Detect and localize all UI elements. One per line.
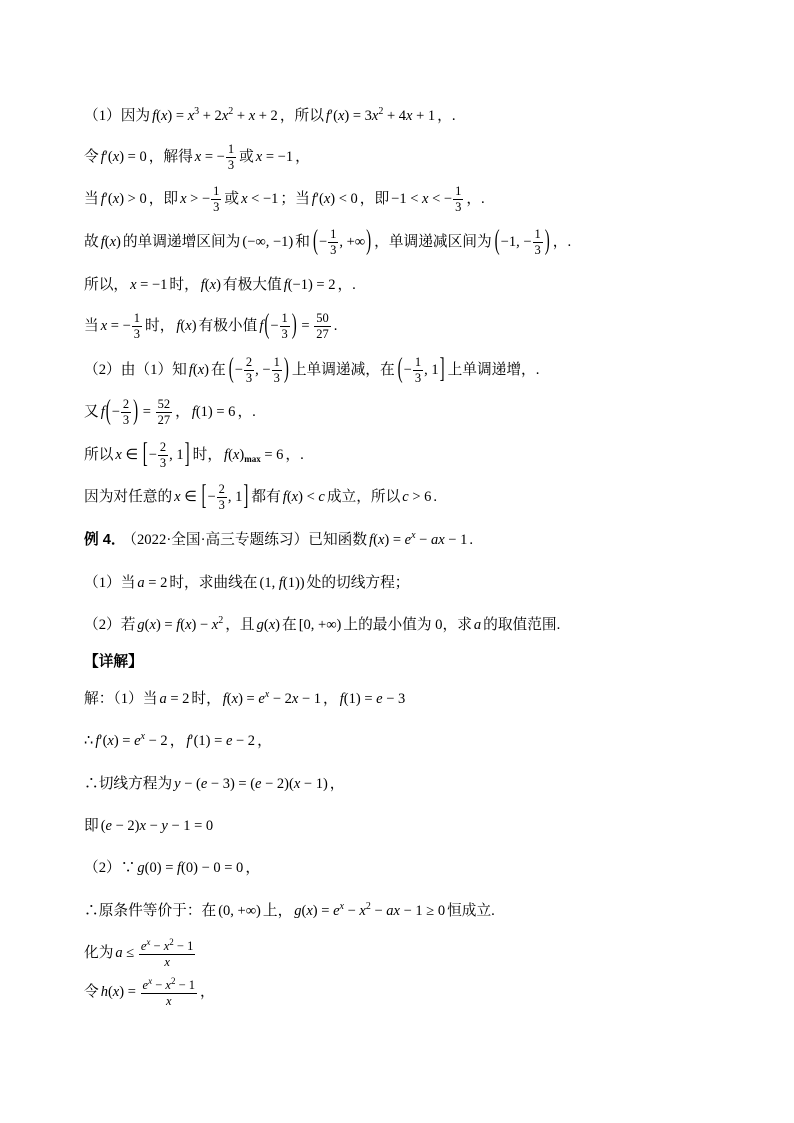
fraction-numerator: [217, 483, 227, 498]
subscript: max: [244, 454, 261, 464]
text-run: ，: [245, 860, 261, 876]
fraction: [272, 356, 282, 385]
math-expression: 1: [414, 355, 422, 370]
math-expression: 3: [213, 200, 220, 215]
text-run: ，且: [225, 617, 255, 633]
math-expression: + 2x: [199, 108, 229, 124]
superscript: 3: [194, 106, 200, 117]
bracket-group: [312, 226, 372, 258]
math-expression: 2: [122, 397, 130, 412]
text-run: ∴原条件等价于：在: [84, 903, 217, 919]
math-expression: f(x): [100, 234, 121, 250]
right-bracket: ]: [184, 439, 190, 470]
math-expression: (e − 2)x − y − 1 = 0: [100, 818, 214, 834]
text-run: ，.: [552, 234, 572, 250]
math-expression: 3: [330, 243, 337, 258]
text-run: （2022·全国·高三专题练习）已知函数: [129, 532, 368, 548]
text-run: 化为: [84, 945, 114, 961]
left-bracket: (: [264, 310, 270, 341]
text-run: ，: [257, 733, 272, 749]
bold-label: 例 4．: [84, 532, 126, 548]
math-expression: f(x) = x: [152, 108, 195, 124]
math-expression: , +∞: [339, 234, 366, 250]
superscript: 2: [228, 106, 234, 117]
math-expression: f′(x) < 0: [311, 191, 358, 207]
math-expression: f(1) = 6: [191, 404, 236, 420]
math-expression: x > −: [180, 191, 211, 207]
bracket-group: [105, 396, 139, 428]
bracket-content: [148, 440, 184, 471]
fraction-numerator: [280, 312, 290, 327]
bracket-content: [111, 397, 132, 428]
math-expression: 3: [534, 243, 541, 258]
bracket-group: [494, 226, 551, 258]
math-expression: (−∞, −1): [242, 234, 294, 250]
text-run: ，: [200, 984, 215, 1000]
math-expression: f(x) = e: [222, 691, 265, 707]
superscript: x: [264, 689, 270, 700]
text-run: 处的切线方程；: [306, 575, 410, 591]
prev-solution-line-5: [84, 264, 358, 306]
math-expression: − x: [343, 903, 366, 919]
solution-line-1: [84, 678, 405, 720]
math-expression: =: [139, 404, 155, 420]
math-expression: f(−1) = 2: [283, 277, 336, 293]
text-run: ∴切线方程为: [84, 776, 173, 792]
math-expression: f(x): [188, 362, 209, 378]
fraction-numerator: [226, 143, 236, 158]
text-run: ，所以: [279, 108, 324, 124]
bracket-content: [207, 482, 243, 513]
text-run: ，: [323, 691, 338, 707]
fraction-numerator: [314, 312, 331, 327]
prev-solution-line-2: [84, 136, 312, 178]
fraction-denominator: [156, 413, 173, 427]
superscript: x: [140, 731, 145, 742]
math-expression: 52: [157, 397, 171, 412]
math-expression: −: [270, 318, 279, 334]
math-expression: 3: [159, 456, 167, 471]
text-run: 或: [239, 149, 254, 165]
superscript: x: [411, 530, 416, 541]
fraction: [533, 228, 543, 257]
fraction-numerator: [272, 356, 282, 371]
right-bracket: ): [544, 226, 550, 257]
math-expression: f: [259, 318, 264, 334]
fraction: [413, 356, 423, 385]
left-bracket: (: [105, 396, 111, 427]
math-expression: = 6: [260, 447, 284, 463]
bracket-content: [234, 355, 283, 386]
text-run: 有极大值: [222, 277, 282, 293]
text-run: 成立，所以: [326, 489, 401, 505]
math-expression: 50: [316, 311, 329, 326]
math-expression: −: [148, 447, 157, 463]
math-expression: 27: [157, 413, 171, 428]
math-expression: −: [318, 234, 328, 250]
fraction-denominator: [280, 327, 290, 341]
fraction-denominator: [217, 498, 227, 512]
math-expression: 1: [330, 227, 337, 242]
text-run: 有极小值: [198, 318, 258, 334]
math-expression: 3: [245, 371, 253, 386]
fraction-numerator: [132, 312, 142, 327]
text-run: （2）∵: [84, 860, 136, 876]
bracket-group: [397, 354, 446, 386]
fraction: [217, 483, 227, 512]
math-expression: g(x): [256, 617, 280, 633]
math-expression: g(x) = f(x) − x: [137, 617, 219, 633]
text-run: （2）若: [84, 617, 136, 633]
fraction: [453, 185, 463, 214]
fraction: [141, 977, 198, 1008]
math-expression: g(x) = e: [294, 903, 340, 919]
math-expression: f′(x) > 0: [100, 191, 147, 207]
fraction: [156, 398, 173, 427]
bold-label: 【详解】: [84, 654, 143, 670]
fraction: [226, 143, 236, 172]
right-bracket: ): [283, 354, 289, 385]
prev-solution-line-3: [84, 178, 487, 220]
bracket-group: [142, 439, 191, 471]
text-run: ，即: [359, 191, 390, 207]
math-expression: 2: [245, 355, 253, 370]
left-bracket: [: [142, 439, 148, 470]
text-run: 令: [84, 149, 99, 165]
math-expression: y − (e − 3) = (e − 2)(x − 1): [174, 776, 328, 792]
text-run: 因为对任意的: [84, 489, 173, 505]
fraction-denominator: [244, 371, 254, 385]
fraction: [139, 938, 196, 969]
left-bracket: (: [494, 226, 500, 257]
solution-line-3: [84, 763, 346, 805]
text-run: ，.: [466, 191, 485, 207]
solution-line-5: [84, 847, 262, 889]
text-run: 又: [84, 404, 99, 420]
math-expression: , 1: [227, 489, 243, 505]
math-expression: x = −: [194, 149, 225, 165]
math-expression: −1, −: [500, 234, 532, 250]
fraction-numerator: [158, 441, 168, 456]
math-expression: f(x) < c: [282, 489, 325, 505]
text-run: ，: [169, 733, 185, 749]
fraction: [121, 398, 131, 427]
fraction: [132, 312, 142, 341]
fraction-denominator: [132, 327, 142, 341]
text-run: 令: [84, 984, 99, 1000]
text-run: ，即: [148, 191, 179, 207]
math-expression: 3: [414, 371, 422, 386]
math-expression: − x: [150, 939, 170, 954]
math-expression: x < −1: [241, 191, 279, 207]
text-run: 所以: [84, 447, 114, 463]
fraction-denominator: [314, 327, 331, 341]
fraction-numerator: [328, 228, 338, 243]
fraction: [314, 312, 331, 341]
bracket-content: [500, 227, 544, 258]
solution-line-6: [84, 890, 497, 932]
math-expression: (0, +∞): [218, 903, 261, 919]
math-expression: f(1) = e − 3: [339, 691, 406, 707]
fraction: [328, 228, 338, 257]
math-expression: c > 6: [402, 489, 432, 505]
fraction-denominator: [211, 200, 221, 214]
math-expression: x: [164, 955, 170, 970]
fraction: [158, 441, 168, 470]
fraction-denominator: [533, 243, 543, 257]
math-expression: + 4x + 1: [383, 108, 436, 124]
superscript: 2: [378, 106, 384, 117]
superscript: x: [339, 901, 344, 912]
math-expression: x = −: [100, 318, 131, 334]
fraction-numerator: [244, 356, 254, 371]
superscript: 2: [365, 901, 371, 912]
prev-solution-line-4: [84, 221, 573, 263]
math-expression: 3: [122, 413, 130, 428]
prev-solution-line-10: [84, 476, 439, 518]
math-expression: − 1: [175, 978, 195, 993]
example-question-1: [84, 562, 411, 604]
prev-solution-line-8: [84, 391, 258, 433]
math-expression: 3: [455, 200, 462, 215]
text-run: 时，: [191, 691, 221, 707]
text-run: 在: [282, 617, 297, 633]
example-question-2: [84, 604, 562, 646]
solution-line-4: [84, 805, 213, 847]
fraction-denominator: [226, 158, 236, 172]
math-expression: 1: [227, 142, 235, 157]
math-expression: f′(x) = 3x: [325, 108, 379, 124]
math-expression: −1 < x < −: [391, 191, 453, 207]
text-run: ，: [329, 776, 345, 792]
math-expression: − 2: [145, 733, 168, 749]
math-expression: −: [234, 362, 243, 378]
math-expression: 1: [534, 227, 541, 242]
text-run: ；当: [280, 191, 310, 207]
fraction-numerator: [533, 228, 543, 243]
text-run: 上单调递减，在: [291, 362, 395, 378]
text-run: .: [333, 318, 338, 334]
math-expression: − ax − 1 ≥ 0: [370, 903, 446, 919]
math-expression: x = −1: [255, 149, 294, 165]
bracket-content: [318, 227, 366, 258]
superscript: x: [148, 976, 153, 987]
fraction: [211, 185, 221, 214]
math-expression: 2: [218, 482, 225, 497]
text-run: ，.: [337, 277, 356, 293]
fraction-numerator: [141, 977, 198, 994]
text-run: ，单调递减区间为: [374, 234, 492, 250]
right-bracket: ): [366, 226, 372, 257]
math-expression: f′(x) = e: [95, 733, 141, 749]
bracket-group: [263, 310, 297, 342]
right-bracket: ): [291, 310, 297, 341]
text-run: （1）当: [84, 575, 136, 591]
math-expression: a ≤: [115, 945, 138, 961]
math-expression: x ∈: [115, 447, 142, 463]
superscript: x: [146, 937, 151, 948]
math-expression: a: [473, 617, 482, 633]
bracket-content: [403, 355, 439, 386]
text-run: 的取值范围.: [483, 617, 561, 633]
math-expression: −: [207, 489, 216, 505]
text-run: 时，: [192, 447, 223, 463]
math-expression: h(x) =: [100, 984, 140, 1000]
math-expression: f: [100, 404, 105, 420]
text-run: 时，: [169, 277, 199, 293]
example-title: [84, 519, 475, 561]
math-expression: 3: [218, 498, 225, 513]
text-run: 或: [224, 191, 240, 207]
math-expression: , 1: [424, 362, 439, 378]
prev-solution-line-1: [84, 95, 458, 137]
fraction: [280, 312, 290, 341]
text-run: ，.: [437, 108, 456, 124]
solution-line-8: [84, 971, 217, 1013]
text-run: 所以，: [84, 277, 129, 293]
fraction: [244, 356, 254, 385]
text-run: （2）由（1）知: [84, 362, 187, 378]
detail-heading: [84, 641, 145, 683]
math-expression: 1: [133, 311, 140, 326]
prev-solution-line-9: [84, 434, 306, 476]
text-run: 上单调递增，.: [447, 362, 540, 378]
solution-line-7: [84, 932, 196, 974]
math-expression: x: [165, 994, 172, 1009]
text-run: .: [469, 532, 474, 548]
prev-solution-line-7: [84, 349, 541, 391]
text-run: （1）因为: [84, 108, 151, 124]
text-run: 解：（1）当: [84, 691, 158, 707]
fraction-numerator: [453, 185, 463, 200]
superscript: 2: [170, 976, 176, 987]
fraction-denominator: [453, 200, 463, 214]
math-expression: =: [297, 318, 314, 334]
math-expression: e: [142, 978, 149, 993]
text-run: 的单调递增区间为: [122, 234, 241, 250]
text-run: ，: [295, 149, 310, 165]
math-expression: x ∈: [174, 489, 201, 505]
text-run: 当: [84, 191, 99, 207]
math-expression: f′(x) = 0: [100, 149, 147, 165]
right-bracket: ]: [439, 354, 445, 385]
math-expression: 1: [281, 311, 288, 326]
math-expression: a = 2: [137, 575, 168, 591]
text-run: 即: [84, 818, 99, 834]
math-expression: 1: [455, 184, 462, 199]
math-expression: 3: [281, 327, 288, 342]
math-expression: g(0) = f(0) − 0 = 0: [137, 860, 244, 876]
text-run: 都有: [251, 489, 281, 505]
math-expression: − 1: [173, 939, 194, 954]
bracket-group: [228, 354, 290, 386]
math-expression: f(x): [224, 447, 245, 463]
text-run: 上，: [262, 903, 293, 919]
fraction-denominator: [121, 413, 131, 427]
fraction-numerator: [211, 185, 221, 200]
math-expression: 1: [273, 355, 280, 370]
fraction-denominator: [272, 371, 282, 385]
math-expression: [0, +∞): [298, 617, 342, 633]
text-run: ，.: [237, 404, 256, 420]
text-run: 上的最小值为 0，求: [343, 617, 472, 633]
left-bracket: [: [201, 481, 207, 512]
text-run: 故: [84, 234, 99, 250]
left-bracket: (: [397, 354, 403, 385]
left-bracket: (: [312, 226, 318, 257]
math-expression: 27: [316, 327, 329, 342]
text-run: .: [433, 489, 438, 505]
fraction-numerator: [139, 938, 196, 955]
math-expression: 1: [213, 184, 220, 199]
text-run: ∴: [84, 733, 94, 749]
math-expression: f′(1) = e − 2: [186, 733, 256, 749]
text-run: 恒成立.: [447, 903, 495, 919]
math-expression: a = 2: [159, 691, 190, 707]
right-bracket: ): [133, 396, 139, 427]
text-run: 在: [210, 362, 226, 378]
fraction-numerator: [156, 398, 173, 413]
math-expression: 3: [227, 158, 235, 173]
solution-line-2: [84, 720, 274, 762]
superscript: 2: [218, 615, 224, 626]
math-expression: − x: [152, 978, 171, 993]
fraction-numerator: [121, 398, 131, 413]
left-bracket: (: [228, 354, 234, 385]
text-run: ，.: [285, 447, 304, 463]
math-expression: − ax − 1: [415, 532, 468, 548]
fraction-denominator: [158, 456, 168, 470]
fraction-denominator: [328, 243, 338, 257]
bracket-group: [200, 481, 249, 513]
text-run: 当: [84, 318, 99, 334]
math-expression: 3: [133, 327, 140, 342]
right-bracket: ]: [243, 481, 249, 512]
prev-solution-line-6: [84, 305, 339, 347]
fraction-denominator: [139, 955, 196, 969]
fraction-denominator: [141, 994, 198, 1008]
math-expression: f(x): [176, 318, 197, 334]
math-expression: , 1: [169, 447, 184, 463]
math-expression: 2: [159, 440, 167, 455]
superscript: 2: [169, 937, 174, 948]
text-run: ，解得: [148, 149, 193, 165]
math-expression: f(x) = e: [369, 532, 412, 548]
math-expression: −: [403, 362, 412, 378]
fraction-numerator: [413, 356, 423, 371]
text-run: ，: [175, 404, 190, 420]
text-run: 时，求曲线在: [169, 575, 258, 591]
text-run: 时，: [145, 318, 175, 334]
text-run: 和: [295, 234, 310, 250]
math-expression: f(x): [200, 277, 221, 293]
math-expression: e: [140, 939, 147, 954]
bracket-content: [270, 311, 290, 342]
math-expression: (1, f(1)): [259, 575, 305, 591]
math-expression: , −: [255, 362, 271, 378]
math-expression: 3: [273, 371, 280, 386]
math-expression: − 2x − 1: [269, 691, 322, 707]
fraction-denominator: [413, 371, 423, 385]
math-expression: + x + 2: [233, 108, 278, 124]
math-expression: x = −1: [130, 277, 168, 293]
math-expression: −: [111, 404, 120, 420]
